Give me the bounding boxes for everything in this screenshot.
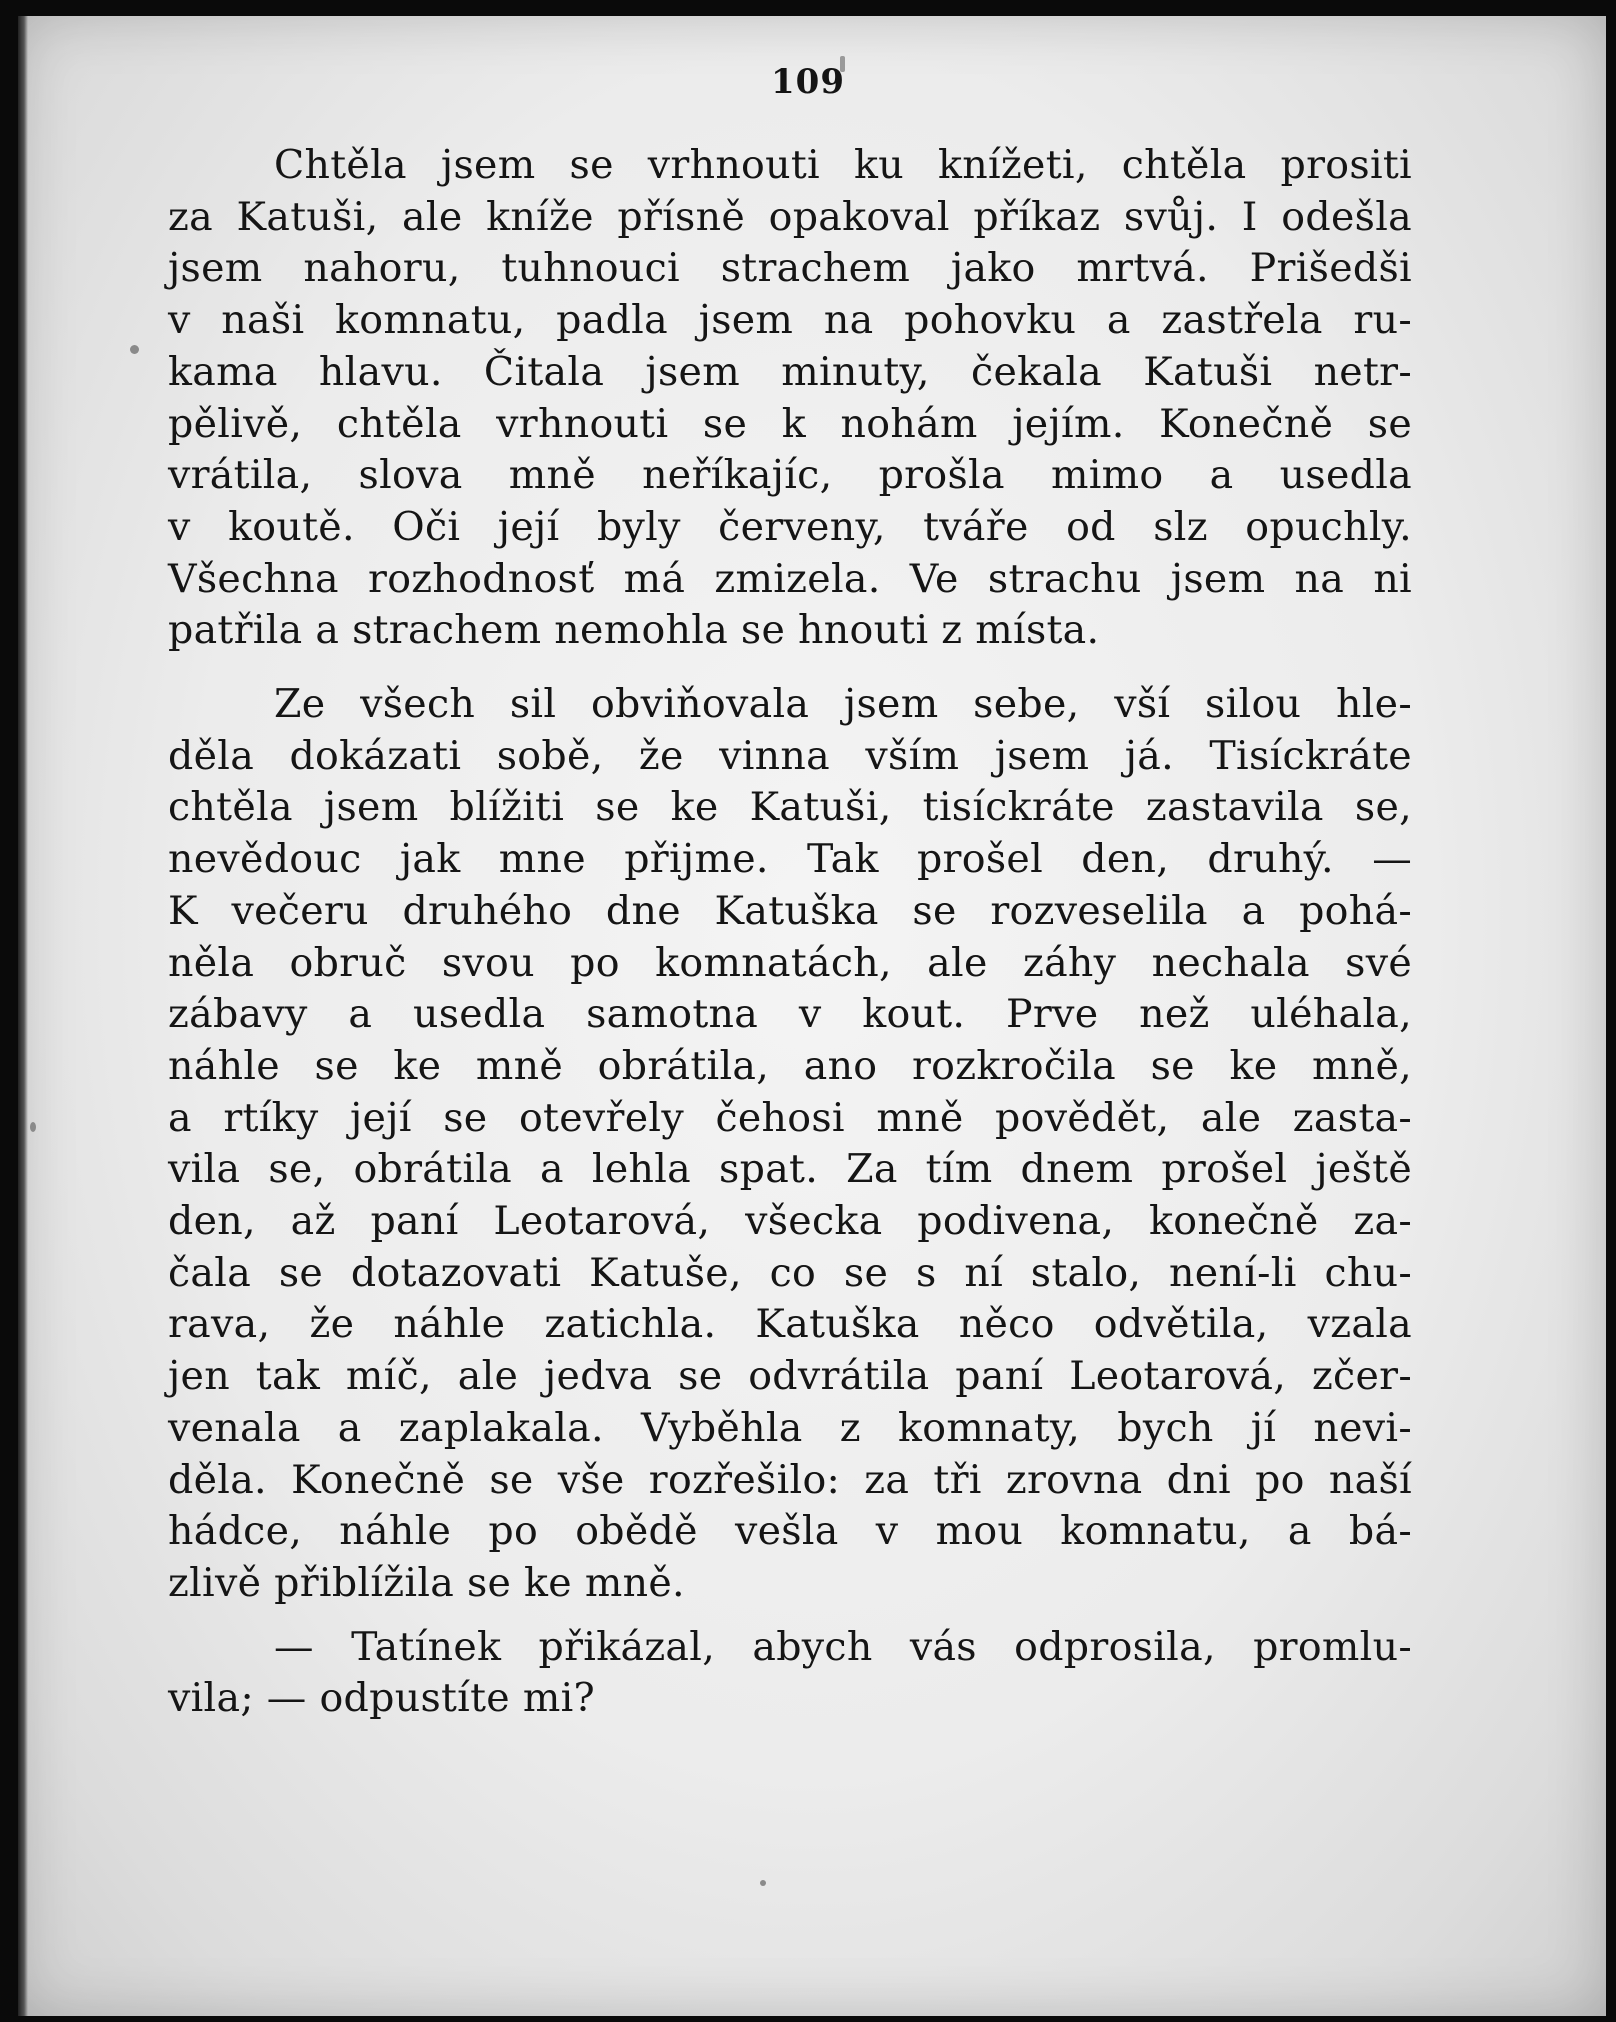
page-number: 109 — [771, 62, 845, 102]
scan-speck — [130, 345, 139, 354]
paragraph-gap — [168, 657, 1412, 679]
text-line: vrátila, slova mně neříkajíc, prošla mimo a usedla — [168, 452, 1412, 499]
text-line: a rtíky její se otevřely čehosi mně povědět, ale zasta- — [168, 1094, 1412, 1141]
text-line: vila se, obrátila a lehla spat. Za tím dnem prošel ještě — [168, 1146, 1412, 1193]
text-line: čala se dotazovati Katuše, co se s ní stalo, není-li chu- — [168, 1249, 1412, 1296]
text-line: nevědouc jak mne přijme. Tak prošel den, druhý. — — [168, 836, 1412, 883]
text-line: za Katuši, ale kníže přísně opakoval příkaz svůj. I odešla — [168, 193, 1412, 240]
text-line: děla. Konečně se vše rozřešilo: za tři zrovna dni po naší — [168, 1456, 1412, 1503]
text-line: v naši komnatu, padla jsem na pohovku a zastřela ru- — [168, 297, 1412, 344]
text-line: vila; — odpustíte mi? — [168, 1675, 595, 1722]
text-line: hádce, náhle po obědě vešla v mou komnatu, a bá- — [168, 1508, 1412, 1555]
text-line: K večeru druhého dne Katuška se rozveselila a pohá- — [168, 887, 1412, 934]
paragraph-2 — [168, 679, 1412, 1610]
text-line: Chtěla jsem se vrhnouti ku knížeti, chtěla prositi — [274, 142, 1412, 188]
text-line: venala a zaplakala. Vyběhla z komnaty, bych jí nevi- — [168, 1404, 1412, 1451]
text-line: patřila a strachem nemohla se hnouti z místa. — [168, 607, 1100, 654]
scan-speck — [760, 1880, 766, 1886]
text-line: jen tak míč, ale jedva se odvrátila paní Leotarová, zčer- — [168, 1353, 1412, 1400]
text-line: náhle se ke mně obrátila, ano rozkročila se ke mně, — [168, 1042, 1412, 1089]
text-line: — Tatínek přikázal, abych vás odprosila, promlu- — [274, 1623, 1412, 1670]
text-line: v koutě. Oči její byly červeny, tváře od slz opuchly. — [168, 503, 1412, 550]
text-line: něla obruč svou po komnatách, ale záhy nechala své — [168, 939, 1412, 986]
text-line: jsem nahoru, tuhnouci strachem jako mrtvá. Prišedši — [168, 245, 1412, 292]
text-line: rava, že náhle zatichla. Katuška něco odvětila, vzala — [168, 1301, 1412, 1348]
text-line: Všechna rozhodnosť má zmizela. Ve strachu jsem na ni — [168, 555, 1412, 602]
text-line: pělivě, chtěla vrhnouti se k nohám jejím. Konečně se — [168, 400, 1412, 447]
paragraph-3 — [168, 1622, 1412, 1725]
text-line: den, až paní Leotarová, všecka podivena, konečně za- — [168, 1198, 1412, 1245]
paragraph-gap — [168, 1610, 1412, 1622]
paragraph-1 — [168, 140, 1412, 657]
text-line: zábavy a usedla samotna v kout. Prve než uléhala, — [168, 991, 1412, 1038]
text-line: děla dokázati sobě, že vinna vším jsem já. Tisíckráte — [168, 732, 1412, 779]
scan-speck — [30, 1122, 36, 1132]
text-line: zlivě přiblížila se ke mně. — [168, 1559, 685, 1606]
text-line: Ze všech sil obviňovala jsem sebe, vší silou hle- — [274, 681, 1412, 728]
body-text — [168, 140, 1412, 1725]
text-line: chtěla jsem blížiti se ke Katuši, tisíckráte zastavila se, — [168, 784, 1412, 831]
page-binding-edge — [18, 16, 28, 2016]
text-line: kama hlavu. Čitala jsem minuty, čekala Katuši netr- — [168, 348, 1412, 395]
